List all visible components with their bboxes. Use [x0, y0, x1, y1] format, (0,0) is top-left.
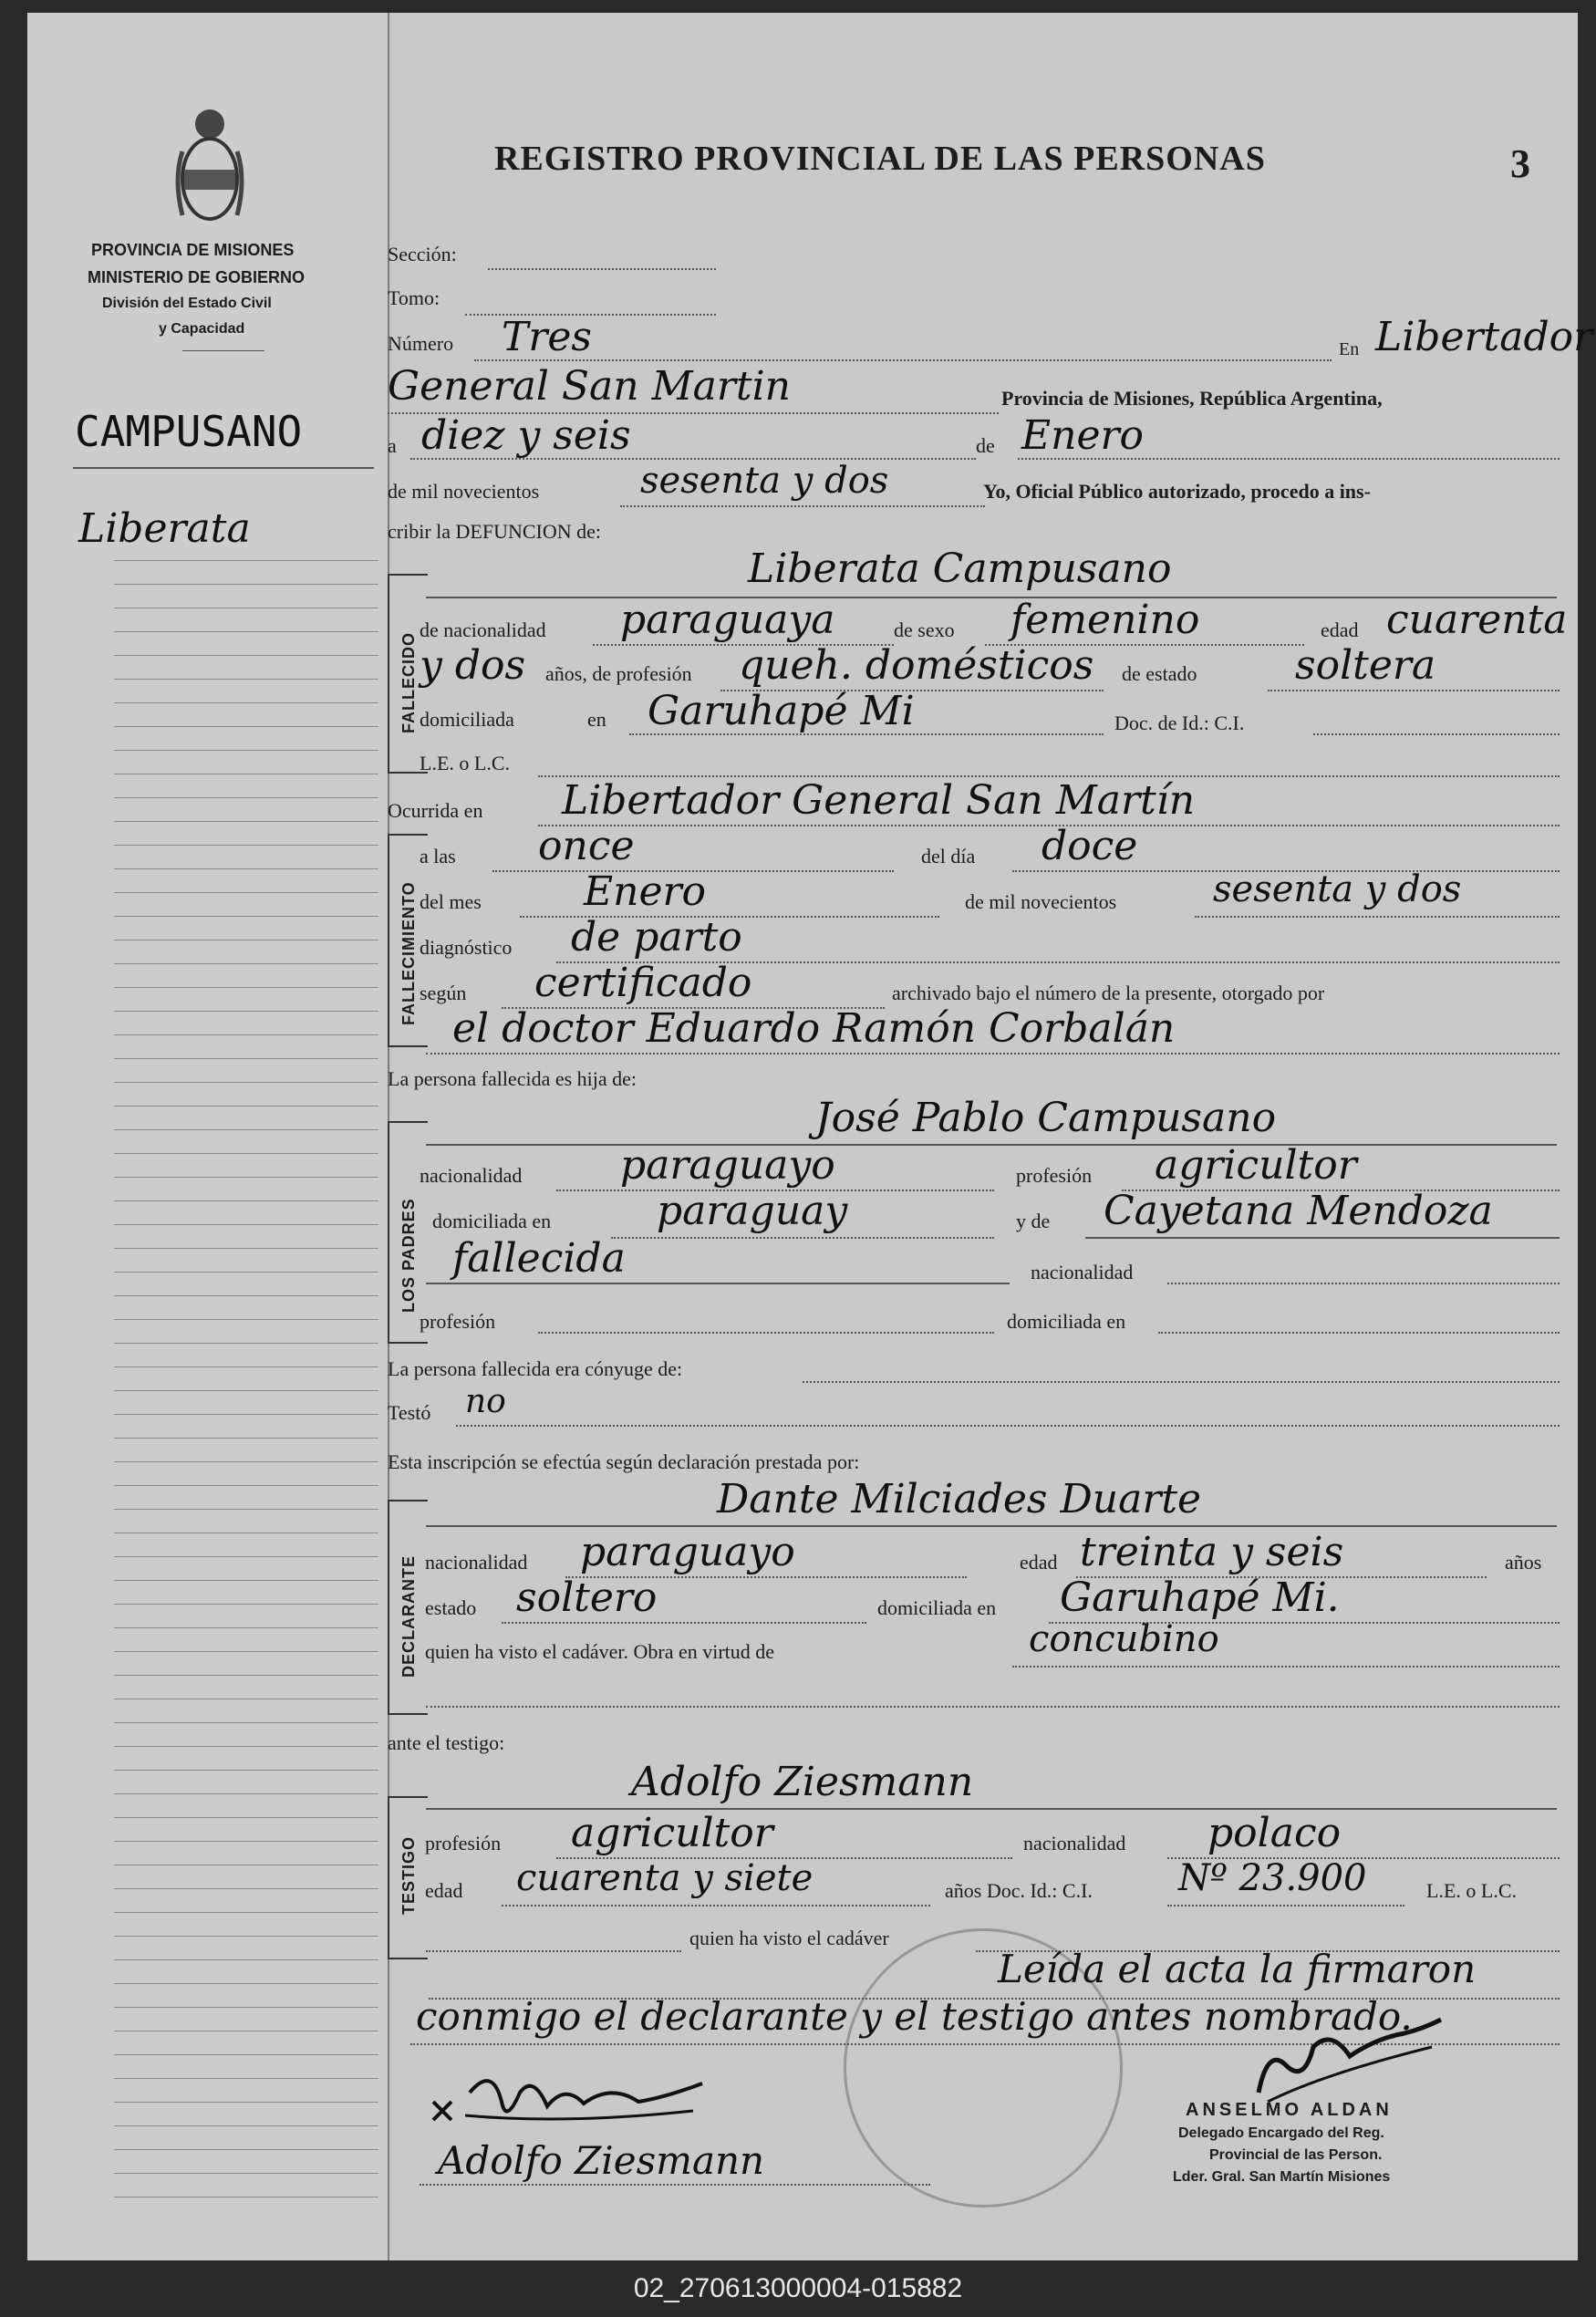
diagnostico-label: diagnóstico	[420, 936, 513, 959]
madre-profesion-label: profesión	[420, 1310, 496, 1333]
mes-muerte-value: Enero	[584, 868, 707, 915]
seccion-label: Sección:	[388, 243, 457, 265]
anos-doc-label: años Doc. Id.: C.I.	[945, 1879, 1093, 1902]
margin-ruled-line	[114, 797, 378, 798]
del-mes-label: del mes	[420, 890, 482, 913]
official-line-2: Provincial de las Person.	[1209, 2147, 1383, 2163]
declarante-nacionalidad-value: paraguayo	[580, 1529, 795, 1575]
margin-ruled-line	[114, 2102, 378, 2103]
margin-surname: CAMPUSANO	[75, 407, 303, 456]
quien-cadaver-label: quien ha visto el cadáver. Obra en virtud de	[425, 1640, 775, 1663]
a-label: a	[388, 434, 397, 457]
margin-ruled-line	[114, 631, 378, 632]
oficial-label: Yo, Oficial Público autorizado, procedo a ins-	[983, 480, 1371, 503]
estado-label: de estado	[1122, 662, 1197, 685]
cierre-line-2: conmigo el declarante y el testigo antes nombrado.	[416, 1994, 1413, 2039]
y-de-label: y de	[1016, 1210, 1051, 1232]
fallecido-edad-a: cuarenta	[1386, 597, 1568, 643]
inscribir-label: cribir la DEFUNCION de:	[388, 520, 602, 543]
padre-nacionalidad-label: nacionalidad	[420, 1164, 523, 1187]
numero-label: Número	[388, 332, 454, 355]
anio-muerte-value: sesenta y dos	[1213, 868, 1462, 910]
margin-ruled-line	[114, 1366, 378, 1367]
fallecido-edad-b: y dos	[420, 642, 526, 689]
margin-ruled-line	[114, 2078, 378, 2079]
margin-ruled-line	[114, 1675, 378, 1676]
declarante-estado-label: estado	[425, 1596, 477, 1619]
margin-ruled-line	[114, 1746, 378, 1747]
en-place-a: Libertador	[1375, 314, 1593, 360]
margin-ruled-line	[114, 821, 378, 822]
testigo-edad-value: cuarenta y siete	[516, 1857, 814, 1899]
margin-ruled-line	[114, 1936, 378, 1937]
testigo-firma: Adolfo Ziesmann	[438, 2138, 765, 2183]
margin-ruled-line	[114, 1841, 378, 1842]
margin-given-name: Liberata	[78, 505, 251, 552]
conyuge-label: La persona fallecida era cónyuge de:	[388, 1357, 683, 1380]
hija-de-label: La persona fallecida es hija de:	[388, 1067, 637, 1090]
declarante-side-label: DECLARANTE	[399, 1555, 418, 1678]
margin-ruled-line	[114, 1580, 378, 1581]
declarante-nombre: Dante Milciades Duarte	[717, 1476, 1202, 1522]
le-lc-label: L.E. o L.C.	[420, 752, 510, 774]
padre-domicilio-value: paraguay	[657, 1188, 848, 1234]
margin-ruled-line	[114, 1438, 378, 1439]
madre-domicilio-label: domiciliada en	[1007, 1310, 1126, 1333]
margin-ruled-line	[114, 1034, 378, 1035]
official-name: ANSELMO ALDAN	[1186, 2100, 1393, 2120]
margin-ruled-line	[114, 1153, 378, 1154]
margin-ruled-line	[114, 1722, 378, 1723]
fallecido-sexo: femenino	[1010, 597, 1200, 643]
padre-profesion-label: profesión	[1016, 1164, 1093, 1187]
padre-domicilio-label: domiciliada en	[432, 1210, 552, 1232]
org-line-3: División del Estado Civil	[102, 296, 272, 311]
mes-value: Enero	[1021, 412, 1145, 459]
document-title: REGISTRO PROVINCIAL DE LAS PERSONAS	[494, 140, 1266, 178]
en-place-b: General San Martin	[388, 363, 791, 410]
testigo-ci-value: Nº 23.900	[1178, 1857, 1367, 1899]
margin-ruled-line	[114, 2125, 378, 2126]
margin-ruled-line	[114, 1627, 378, 1628]
ocurrida-label: Ocurrida en	[388, 799, 483, 822]
margin-ruled-line	[114, 1651, 378, 1652]
de-label: de	[976, 434, 995, 457]
fallecido-nombre: Liberata Campusano	[748, 545, 1172, 592]
margin-ruled-line	[114, 1485, 378, 1486]
hora-value: once	[538, 823, 635, 869]
margin-ruled-line	[114, 655, 378, 656]
archivado-label: archivado bajo el número de la presente, otorgado por	[892, 982, 1325, 1004]
domiciliada-label: domiciliada	[420, 708, 514, 731]
margin-ruled-line	[114, 1983, 378, 1984]
ante-testigo-label: ante el testigo:	[388, 1731, 505, 1754]
fallecido-domicilio: Garuhapé Mi	[648, 688, 915, 734]
inscripcion-label: Esta inscripción se efectúa según declaración prestada por:	[388, 1450, 860, 1473]
doctor-value: el doctor Eduardo Ramón Corbalán	[452, 1005, 1176, 1052]
margin-ruled-line	[114, 845, 378, 846]
obra-value: concubino	[1029, 1618, 1219, 1660]
madre-nacionalidad-label: nacionalidad	[1031, 1261, 1134, 1283]
testo-label: Testó	[388, 1401, 431, 1424]
margin-ruled-line	[114, 1770, 378, 1771]
org-underline	[182, 350, 264, 351]
padre-profesion-value: agricultor	[1155, 1142, 1357, 1189]
declarante-nacionalidad-label: nacionalidad	[425, 1551, 528, 1574]
margin-ruled-line	[114, 2054, 378, 2055]
de-mil-nov-label: de mil novecientos	[965, 890, 1117, 913]
official-signature-icon	[1249, 2010, 1450, 2111]
testigo-nombre: Adolfo Ziesmann	[631, 1759, 974, 1805]
sexo-label: de sexo	[894, 618, 955, 641]
margin-ruled-line	[114, 1200, 378, 1201]
margin-ruled-line	[114, 868, 378, 869]
en-label-2: en	[587, 708, 606, 731]
org-line-4: y Capacidad	[159, 321, 245, 337]
fallecido-side-label: FALLECIDO	[399, 632, 418, 733]
margin-ruled-line	[114, 1556, 378, 1557]
del-dia-label: del día	[921, 845, 976, 868]
margin-ruled-line	[114, 726, 378, 727]
declarante-edad-value: treinta y seis	[1080, 1529, 1344, 1575]
margin-ruled-line	[114, 1319, 378, 1320]
document-page	[27, 13, 1593, 2260]
testigo-nacionalidad-label: nacionalidad	[1023, 1832, 1126, 1855]
margin-ruled-line	[114, 2149, 378, 2150]
margin-ruled-line	[114, 1509, 378, 1510]
declarante-edad-label: edad	[1020, 1551, 1058, 1574]
dia-value: diez y seis	[421, 412, 631, 459]
testigo-profesion-label: profesión	[425, 1832, 502, 1855]
declarante-domicilio-value: Garuhapé Mi.	[1060, 1574, 1340, 1621]
declarante-anos-label: años	[1505, 1551, 1542, 1574]
testigo-profesion-value: agricultor	[571, 1810, 773, 1856]
official-line-1: Delegado Encargado del Reg.	[1178, 2125, 1384, 2141]
padre-nacionalidad-value: paraguayo	[620, 1142, 835, 1189]
left-margin-column	[27, 13, 389, 2260]
declarante-estado-value: soltero	[516, 1574, 658, 1621]
margin-ruled-line	[114, 1817, 378, 1818]
margin-ruled-line	[114, 2197, 378, 2198]
margin-ruled-line	[114, 987, 378, 988]
margin-ruled-line	[114, 1461, 378, 1462]
a-las-label: a las	[420, 845, 456, 868]
margin-ruled-line	[114, 560, 378, 561]
fallecido-profesion: queh. domésticos	[739, 642, 1094, 689]
margin-ruled-line	[114, 2007, 378, 2008]
segun-value: certificado	[534, 960, 752, 1006]
margin-ruled-line	[114, 1177, 378, 1178]
margin-ruled-line	[114, 750, 378, 751]
margin-ruled-line	[114, 1604, 378, 1605]
margin-ruled-line	[114, 1414, 378, 1415]
margin-ruled-line	[114, 892, 378, 893]
coat-of-arms-icon	[173, 97, 246, 234]
le-o-lc-label: L.E. o L.C.	[1426, 1879, 1517, 1902]
margin-ruled-line	[114, 1058, 378, 1059]
anos-profesion-label: años, de profesión	[545, 662, 692, 685]
official-line-3: Lder. Gral. San Martín Misiones	[1173, 2169, 1391, 2185]
diagnostico-value: de parto	[571, 914, 742, 961]
dia-muerte-value: doce	[1042, 823, 1138, 869]
margin-ruled-line	[114, 2173, 378, 2174]
margin-ruled-line	[114, 1011, 378, 1012]
declarante-domicilio-label: domiciliada en	[877, 1596, 997, 1619]
margin-ruled-line	[114, 1390, 378, 1391]
margin-ruled-line	[114, 1959, 378, 1960]
margin-ruled-line	[114, 1082, 378, 1083]
fallecimiento-side-label: FALLECIMIENTO	[399, 881, 418, 1025]
cierre-line-1: Leída el acta la firmaron	[998, 1947, 1477, 1991]
padre-nombre: José Pablo Campusano	[815, 1095, 1277, 1141]
edad-label: edad	[1321, 618, 1359, 641]
en-label: En	[1339, 339, 1360, 359]
testigo-nacionalidad-value: polaco	[1207, 1810, 1342, 1856]
madre-nombre: Cayetana Mendoza	[1104, 1188, 1493, 1234]
testigo-edad-label: edad	[425, 1879, 463, 1902]
quien-visto-label: quien ha visto el cadáver	[689, 1927, 889, 1949]
margin-ruled-line	[114, 1106, 378, 1107]
margin-ruled-line	[114, 584, 378, 585]
org-line-1: PROVINCIA DE MISIONES	[91, 241, 295, 259]
provincia-label: Provincia de Misiones, República Argentina,	[1001, 387, 1383, 410]
margin-ruled-line	[114, 1343, 378, 1344]
numero-value: Tres	[502, 314, 592, 360]
declarante-signature-icon	[429, 2047, 757, 2129]
margin-ruled-line	[114, 916, 378, 917]
margin-ruled-line	[114, 1912, 378, 1913]
margin-ruled-line	[114, 1224, 378, 1225]
margin-ruled-line	[114, 702, 378, 703]
margin-ruled-line	[114, 963, 378, 964]
margin-ruled-line	[114, 1129, 378, 1130]
padres-side-label: LOS PADRES	[399, 1198, 418, 1313]
anio-value: sesenta y dos	[640, 460, 889, 502]
ocurrida-value: Libertador General San Martín	[562, 777, 1196, 824]
page-number: 3	[1510, 141, 1530, 186]
margin-ruled-line	[114, 1272, 378, 1273]
testigo-side-label: TESTIGO	[399, 1835, 418, 1915]
org-line-2: MINISTERIO DE GOBIERNO	[88, 268, 306, 286]
margin-ruled-line	[114, 1295, 378, 1296]
doc-id-label: Doc. de Id.: C.I.	[1114, 712, 1245, 734]
margin-ruled-line	[114, 679, 378, 680]
de-mil-novecientos-label: de mil novecientos	[388, 480, 540, 503]
margin-ruled-line	[114, 1888, 378, 1889]
fallecido-estado: soltera	[1295, 642, 1436, 689]
fallecido-nacionalidad: paraguaya	[620, 597, 835, 643]
nacionalidad-de-label: de nacionalidad	[420, 618, 546, 641]
margin-ruled-line	[114, 1248, 378, 1249]
segun-label: según	[420, 982, 467, 1004]
tomo-label: Tomo:	[388, 286, 440, 309]
image-id-footer: 02_270613000004-015882	[633, 2273, 963, 2303]
margin-ruled-line	[114, 1793, 378, 1794]
madre-estado: fallecida	[452, 1235, 626, 1282]
testo-value: no	[465, 1383, 506, 1420]
